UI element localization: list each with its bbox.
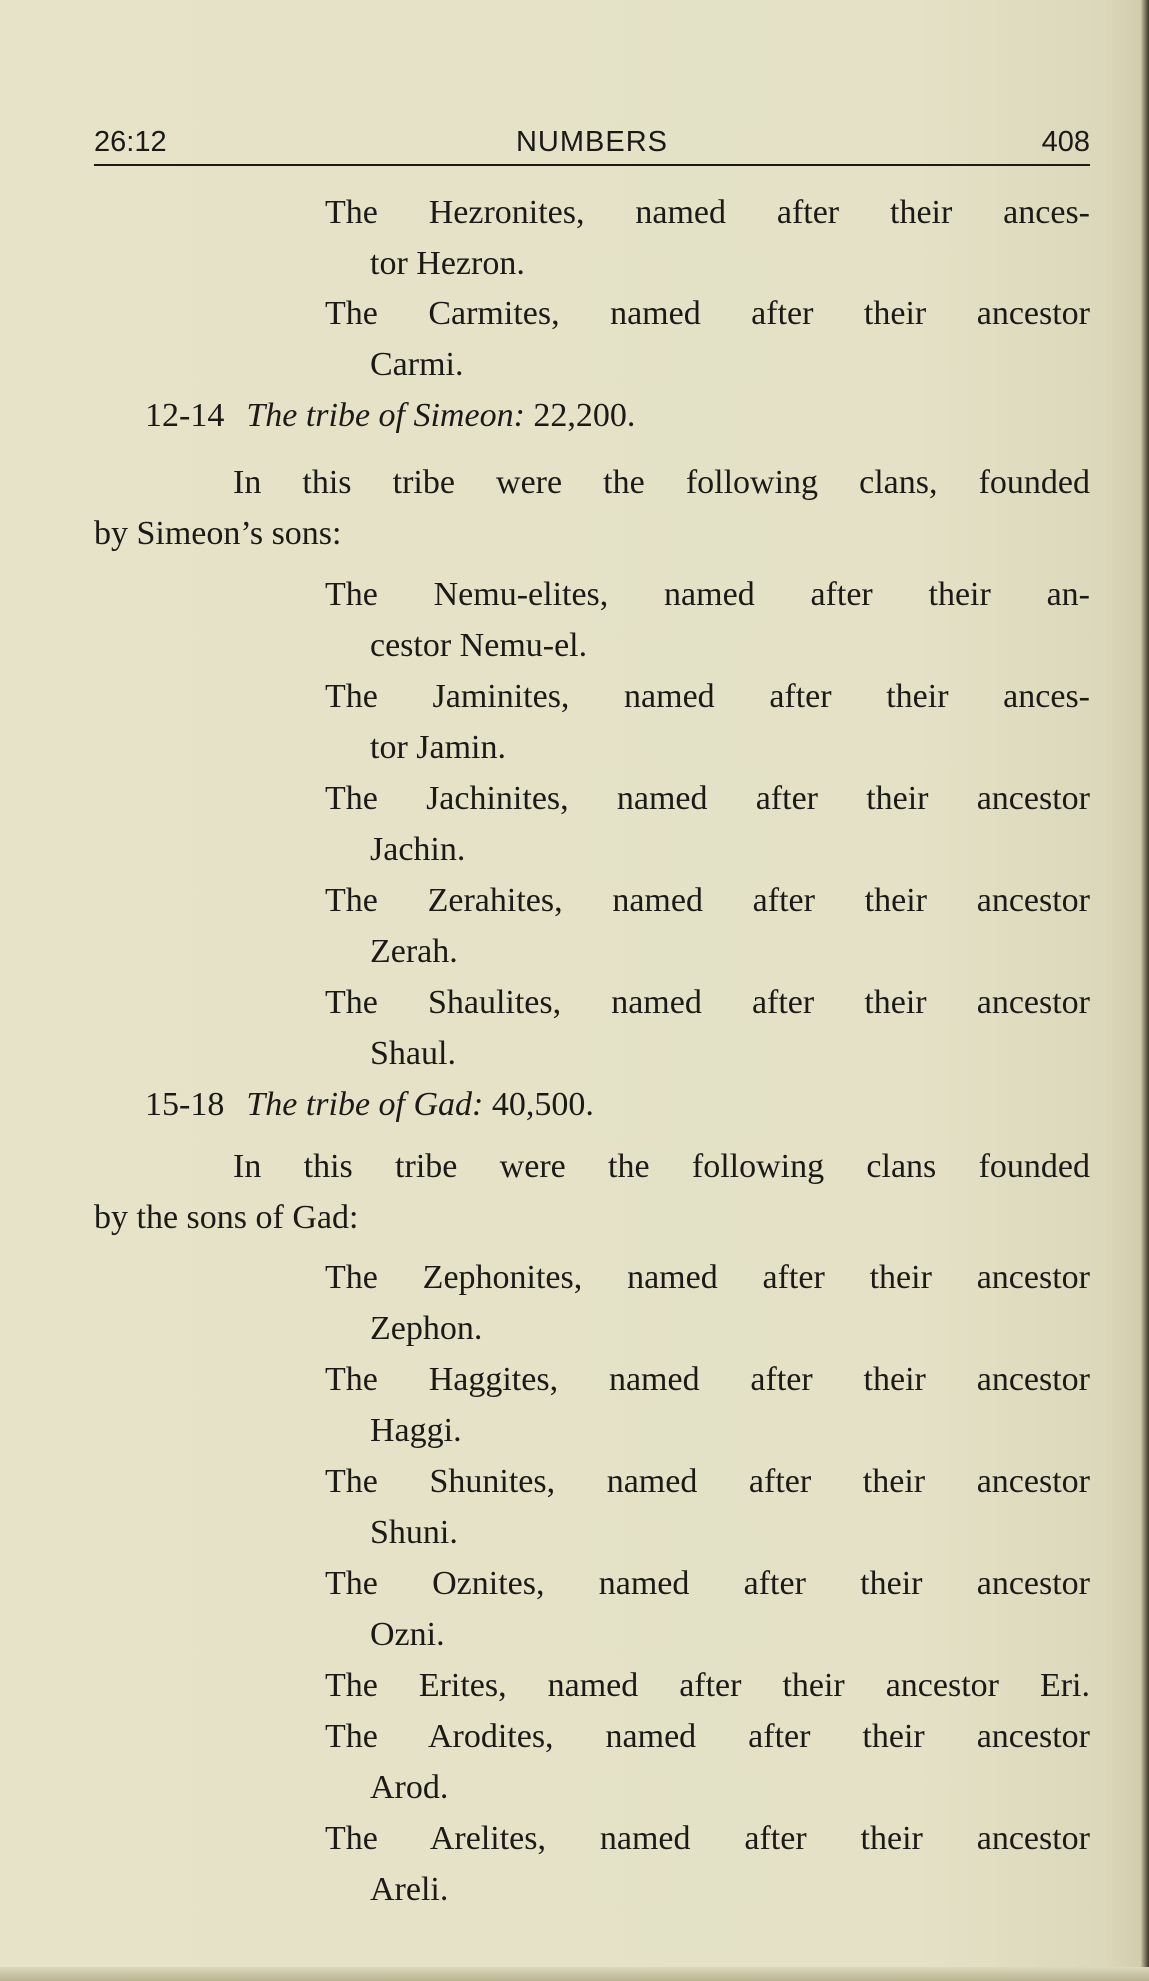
tribe-count: 40,500.: [491, 1086, 594, 1123]
clan-line: The Arodites, named after their ancestor: [325, 1718, 1090, 1755]
clan-line: Areli.: [370, 1871, 449, 1908]
header-chapter-verse: 26:12: [94, 126, 167, 158]
clan-line: The Zerahites, named after their ancestor: [325, 882, 1090, 919]
verse-reference: 15-18: [145, 1086, 225, 1123]
paragraph-line: by the sons of Gad:: [94, 1199, 359, 1236]
clan-line: Carmi.: [370, 346, 464, 383]
clan-line: cestor Nemu-el.: [370, 627, 588, 664]
paragraph-line: by Simeon’s sons:: [94, 515, 342, 552]
clan-line: Zerah.: [370, 933, 458, 970]
clan-line: Arod.: [370, 1769, 449, 1806]
clan-line: Shuni.: [370, 1514, 458, 1551]
clan-line: tor Hezron.: [370, 245, 525, 282]
header-page-number: 408: [1041, 126, 1090, 158]
clan-line: Shaul.: [370, 1035, 456, 1072]
page-spine-edge: [1141, 0, 1149, 1981]
clan-line: The Shunites, named after their ancestor: [325, 1463, 1090, 1500]
clan-line: Haggi.: [370, 1412, 462, 1449]
clan-line: Ozni.: [370, 1616, 445, 1653]
paragraph-line: In this tribe were the following clans founded: [233, 1148, 1090, 1185]
clan-line: The Jaminites, named after their ances-: [325, 678, 1090, 715]
verse-reference: 12-14: [145, 397, 225, 434]
header-rule: [94, 164, 1090, 166]
tribe-count: 22,200.: [533, 397, 636, 434]
clan-line: The Oznites, named after their ancestor: [325, 1565, 1090, 1602]
clan-line: The Carmites, named after their ancestor: [325, 295, 1090, 332]
clan-line: The Shaulites, named after their ancestor: [325, 984, 1090, 1021]
tribe-name: The tribe of Simeon:: [246, 397, 525, 434]
clan-line: The Hezronites, named after their ances-: [325, 194, 1090, 231]
clan-line: The Zephonites, named after their ancestor: [325, 1259, 1090, 1296]
clan-line: The Arelites, named after their ancestor: [325, 1820, 1090, 1857]
clan-line: The Jachinites, named after their ancestor: [325, 780, 1090, 817]
paragraph-line: In this tribe were the following clans, founded: [233, 464, 1090, 501]
tribe-heading-gad: [145, 1088, 594, 1122]
tribe-heading-simeon: [145, 399, 635, 433]
clan-line: tor Jamin.: [370, 729, 506, 766]
running-header: [94, 126, 1090, 166]
clan-line: The Nemu-elites, named after their an-: [325, 576, 1090, 613]
clan-line: Jachin.: [370, 831, 466, 868]
header-book-title: NUMBERS: [515, 126, 668, 158]
tribe-name: The tribe of Gad:: [246, 1086, 484, 1123]
clan-line: Zephon.: [370, 1310, 483, 1347]
clan-line: The Haggites, named after their ancestor: [325, 1361, 1090, 1398]
page-bottom-edge: [0, 1967, 1149, 1981]
clan-line: The Erites, named after their ancestor Eri.: [325, 1667, 1090, 1704]
